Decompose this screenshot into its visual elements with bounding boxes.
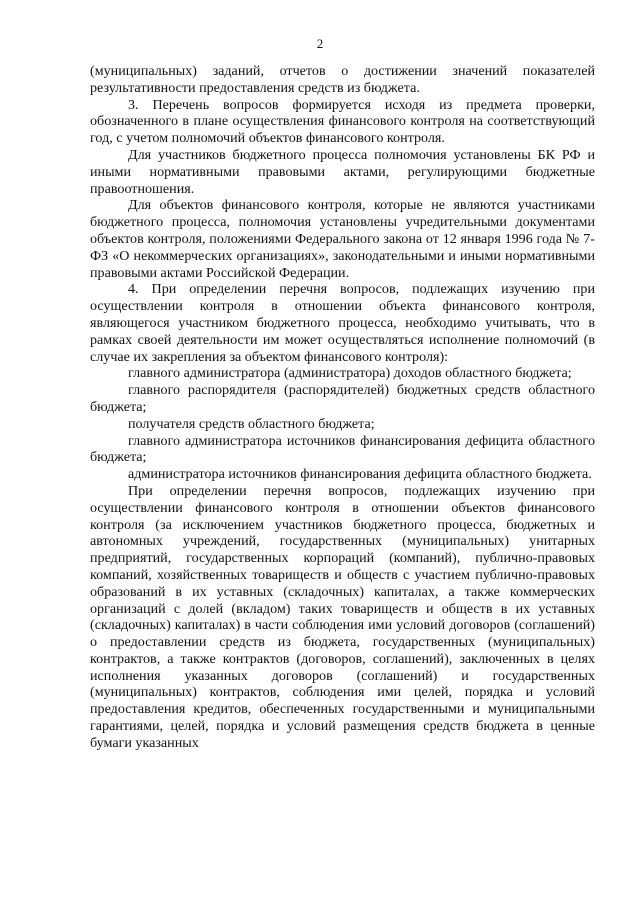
paragraph-non-participants: Для объектов финансового контроля, которые не являются участниками бюджетного процесса, полномочия установлены учредительными документами объектов контроля, положениями Федерального закона от 12 января 1996 года № 7-ФЗ «О некоммерческих организациях», законодательными и иными нормативными правовыми актами Российской Федерации. bbox=[90, 197, 595, 281]
list-item-recipient: получателя средств областного бюджета; bbox=[128, 415, 375, 432]
paragraph-item-3: 3. Перечень вопросов формируется исходя из предмета проверки, обозначенного в плане осуществления финансового контроля на соответствующий год, с учетом полномочий объектов финансового контроля. bbox=[90, 96, 595, 147]
paragraph-item-4: 4. При определении перечня вопросов, подлежащих изучению при осуществлении контроля в отношении объекта финансового контроля, являющегося участником бюджетного процесса, необходимо учитывать, что в рамках своей деятельности им может осуществляться исполнение полномочий (в случае их закрепления за объектом финансового контроля): bbox=[90, 281, 595, 365]
list-item-chief-deficit-administrator: главного администратора источников финансирования дефицита областного бюджета; bbox=[90, 432, 595, 466]
document-body bbox=[90, 63, 595, 752]
list-item-revenue-administrator: главного администратора (администратора) доходов областного бюджета; bbox=[128, 365, 572, 382]
list-item-deficit-administrator: администратора источников финансирования дефицита областного бюджета. bbox=[128, 466, 592, 483]
paragraph-assignments-continuation: (муниципальных) заданий, отчетов о достижении значений показателей результативности предоставления средств из бюджета. bbox=[90, 63, 595, 96]
paragraph-other-objects: При определении перечня вопросов, подлежащих изучению при осуществлении финансового контроля в отношении объектов финансового контроля (за исключением участников бюджетного процесса, бюджетных и автономных учреждений, государственных (муниципальных) унитарных предприятий, государственных корпораций (компаний), публично-правовых компаний, хозяйственных товариществ и обществ с участием публично-правовых образований в их уставных (складочных) капиталах, а также коммерческих организаций с долей (вкладом) таких товариществ и обществ в их уставных (складочных) капиталах) в части соблюдения ими условий договоров (соглашений) о предоставлении средств из бюджета, государственных (муниципальных) контрактов, а также контрактов (договоров, соглашений), заключенных в целях исполнения указанных договоров (соглашений) и государственных (муниципальных) контрактов, соблюдения ими целей, порядка и условий предоставления кредитов, обеспеченных государственными и муниципальными гарантиями, целей, порядка и условий размещения средств бюджета в ценные бумаги указанных bbox=[90, 482, 595, 751]
paragraph-budget-participants: Для участников бюджетного процесса полномочия установлены БК РФ и иными нормативными правовыми актами, регулирующими бюджетные правоотношения. bbox=[90, 146, 595, 197]
list-item-chief-manager: главного распорядителя (распорядителей) бюджетных средств областного бюджета; bbox=[90, 382, 595, 415]
page-number: 2 bbox=[316, 36, 324, 51]
